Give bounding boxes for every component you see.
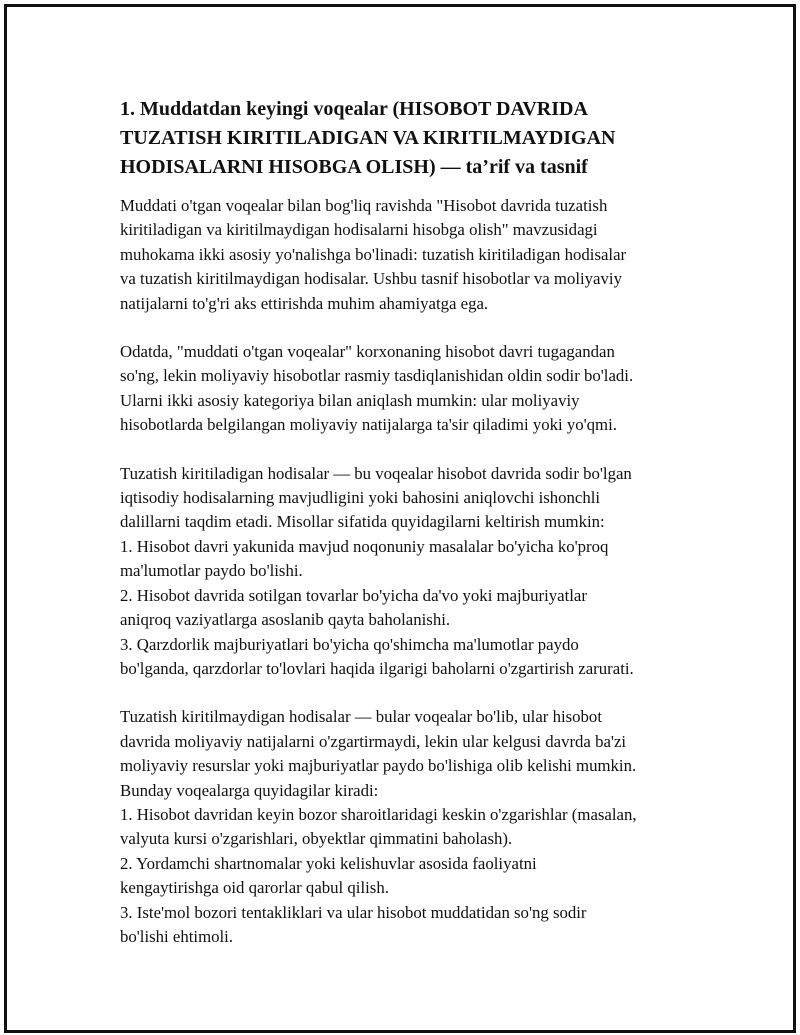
- text-line: dalillarni taqdim etadi. Misollar sifatida quyidagilarni keltirish mumkin:: [120, 512, 605, 532]
- text-line: kiritiladigan va kiritilmaydigan hodisalarni hisobga olish" mavzusidagi: [120, 220, 598, 240]
- document-page: [4, 4, 796, 1033]
- text-line: Tuzatish kiritilmaydigan hodisalar — bular voqealar bo'lib, ular hisobot: [120, 707, 602, 727]
- text-line: hisobotlarda belgilangan moliyaviy natijalarga ta'sir qiladimi yoki yo'qmi.: [120, 415, 617, 435]
- list-item-line: 1. Hisobot davridan keyin bozor sharoitlaridagi keskin o'zgarishlar (masalan,: [120, 804, 637, 824]
- text-line: Bunday voqealarga quyidagilar kiradi:: [120, 780, 379, 800]
- text-line: moliyaviy resurslar yoki majburiyatlar paydo bo'lishiga olib kelishi mumkin.: [120, 756, 637, 776]
- text-line: Ularni ikki asosiy kategoriya bilan aniqlash mumkin: ular moliyaviy: [120, 390, 580, 410]
- document-content: [120, 95, 710, 973]
- paragraph-non-adjusting-events: [120, 705, 710, 949]
- list-item-line: 1. Hisobot davri yakunida mavjud noqonuniy masalalar bo'yicha ko'proq: [120, 536, 609, 556]
- list-item-line: 3. Qarzdorlik majburiyatlari bo'yicha qo'shimcha ma'lumotlar paydo: [120, 634, 579, 654]
- list-item-line: kengaytirishga oid qarorlar qabul qilish.: [120, 878, 389, 898]
- text-line: natijalarni to'g'ri aks ettirishda muhim ahamiyatga ega.: [120, 293, 489, 313]
- list-item-line: ma'lumotlar paydo bo'lishi.: [120, 561, 303, 581]
- list-item-line: 2. Hisobot davrida sotilgan tovarlar bo'yicha da'vo yoki majburiyatlar: [120, 585, 587, 605]
- list-item-line: 3. Iste'mol bozori tentakliklari va ular hisobot muddatidan so'ng sodir: [120, 902, 587, 922]
- list-item-line: bo'lishi ehtimoli.: [120, 926, 234, 946]
- text-line: davrida moliyaviy natijalarni o'zgartirmaydi, lekin ular kelgusi davrda ba'zi: [120, 731, 627, 751]
- text-line: muhokama ikki asosiy yo'nalishga bo'linadi: tuzatish kiritiladigan hodisalar: [120, 244, 627, 264]
- document-title: [120, 95, 710, 182]
- text-line: Odatda, "muddati o'tgan voqealar" korxonaning hisobot davri tugagandan: [120, 342, 615, 362]
- title-line: TUZATISH KIRITILADIGAN VA KIRITILMAYDIGAN: [120, 127, 616, 149]
- list-item-line: 2. Yordamchi shartnomalar yoki kelishuvlar asosida faoliyatni: [120, 853, 537, 873]
- title-line: 1. Muddatdan keyingi voqealar (HISOBOT DAVRIDA: [120, 98, 588, 120]
- list-item-line: valyuta kursi o'zgarishlari, obyektlar qimmatini baholash).: [120, 829, 513, 849]
- paragraph-definition: [120, 340, 710, 438]
- paragraph-adjusting-events: [120, 462, 710, 682]
- paragraph-intro: [120, 194, 710, 316]
- text-line: Muddati o'tgan voqealar bilan bog'liq ravishda "Hisobot davrida tuzatish: [120, 196, 608, 215]
- text-line: Tuzatish kiritiladigan hodisalar — bu voqealar hisobot davrida sodir bo'lgan: [120, 463, 632, 483]
- text-line: iqtisodiy hodisalarning mavjudligini yoki bahosini aniqlovchi ishonchli: [120, 488, 601, 508]
- list-item-line: bo'lganda, qarzdorlar to'lovlari haqida ilgarigi baholarni o'zgartirish zarurati.: [120, 658, 634, 678]
- list-item-line: aniqroq vaziyatlarga asoslanib qayta baholanishi.: [120, 610, 451, 630]
- title-line: HODISALARNI HISOBGA OLISH) — ta’rif va tasnif: [120, 156, 588, 178]
- text-line: so'ng, lekin moliyaviy hisobotlar rasmiy tasdiqlanishidan oldin sodir bo'ladi.: [120, 366, 634, 386]
- text-line: va tuzatish kiritilmaydigan hodisalar. Ushbu tasnif hisobotlar va moliyaviy: [120, 269, 622, 289]
